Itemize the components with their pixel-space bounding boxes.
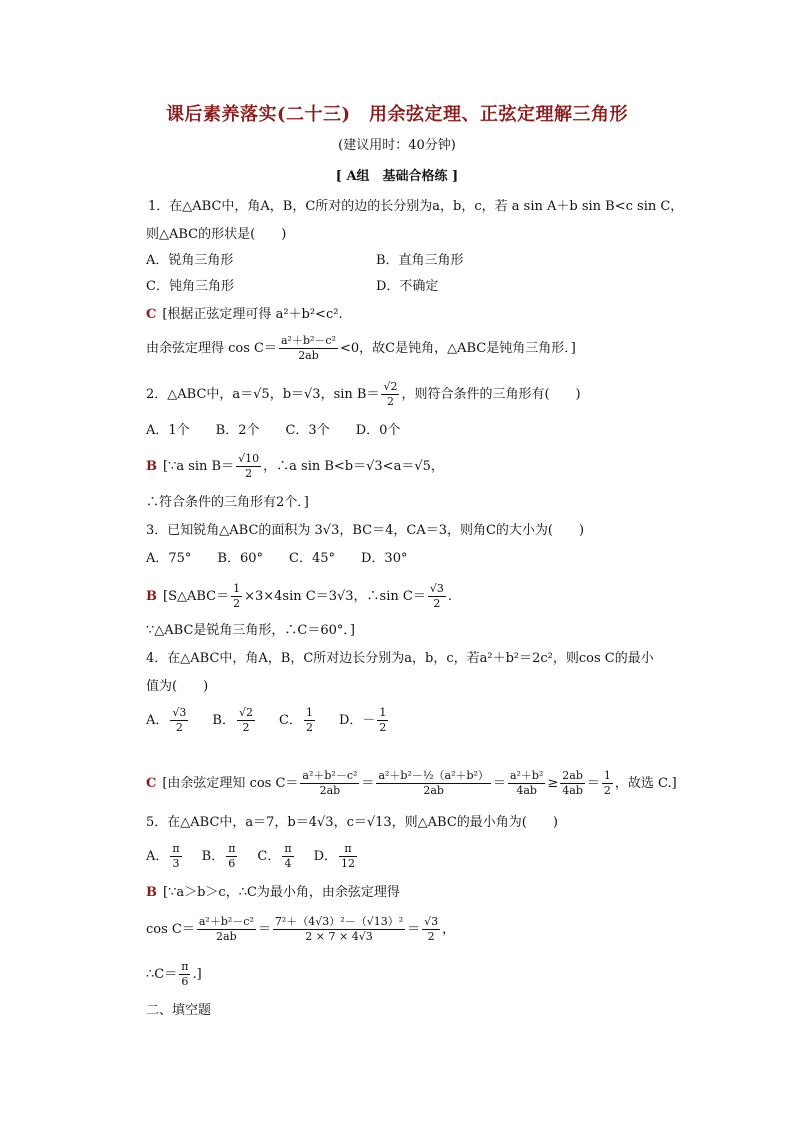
q2-options: A．1个 B．2个 C．3个 D．0个 (146, 423, 401, 438)
q1-stem-line1: 1．在△ABC中，角A，B，C所对的边的长分别为a，b，c，若 a sin A＋b sin B<c sin C， (148, 199, 684, 214)
document-title: 课后素养落实(二十三) 用余弦定理、正弦定理解三角形 (165, 104, 629, 125)
q1-option-c: C．钝角三角形 (146, 279, 234, 294)
q5-sol2-fraction2 (273, 915, 405, 944)
q5-stem: 5．在△ABC中，a＝7，b＝4√3，c＝√13，则△ABC的最小角为( ) (146, 815, 558, 830)
q2-sol-num: √10 (238, 452, 260, 465)
q1-sol2-num: a²＋b²－c² (281, 334, 336, 347)
q4-opt-b-num: √2 (238, 706, 253, 719)
q4-opt-d-fraction (377, 706, 388, 735)
section-heading-fill-in: 二、填空题 (146, 1003, 212, 1018)
q5-opt-c-num: π (284, 842, 292, 855)
q5-sol3-post: .] (192, 967, 202, 982)
q3-sol-num1: 1 (233, 582, 241, 595)
q5-sol3-fraction (179, 960, 190, 989)
q4-opt-a-label: A． (146, 713, 169, 728)
q5-opt-b-num: π (228, 842, 236, 855)
q4-opt-d-den: 2 (379, 721, 387, 734)
q5-sol2-f1-den: 2ab (216, 930, 237, 943)
q5-solution-line3 (146, 960, 202, 990)
q5-sol2-f2-den: 2 × 7 × 4√3 (305, 930, 373, 943)
q1-sol2-den: 2ab (298, 349, 319, 362)
q4-answer: C (146, 776, 157, 791)
q1-answer: C (146, 307, 157, 322)
q3-sol-den1: 2 (233, 597, 241, 610)
q5-sol-line1-text: [∵a＞b＞c，∴C为最小角，由余弦定理得 (163, 885, 400, 900)
q3-options: A．75° B．60° C．45° D．30° (146, 551, 408, 566)
q4-sol-pre: [由余弦定理知 cos C＝ (162, 776, 299, 791)
q4-opt-a-num: √3 (172, 706, 187, 719)
q5-sol3-den: 6 (181, 975, 189, 988)
q4-sol-fraction1 (300, 769, 359, 798)
q4-opt-b-label: B． (212, 713, 235, 728)
q2-stem-post: ，则符合条件的三角形有( ) (401, 387, 581, 402)
q5-opt-b-fraction (226, 842, 237, 871)
q4-solution: C [由余弦定理知 cos C＝ $\frac{\text{a²＋b²－c²}}{2ab}$ ＝ $\frac{\text{a²＋b²－½（a²＋b²）}}{2ab}$ ＝ $\frac{\text{a²＋b²}}{4ab}$ ≥ $\frac{2ab}{4ab}$ ＝ $\frac{1}{2}$ ，故选 C.] (146, 769, 677, 797)
q4-opt-b-fraction (237, 706, 255, 735)
q5-sol2-f3-den: 2 (427, 930, 435, 943)
q5-opt-d-fraction (339, 842, 357, 871)
q3-sol-fraction1 (231, 582, 242, 611)
q4-opt-d-num: 1 (379, 706, 387, 719)
q5-opt-d-den: 12 (341, 857, 356, 870)
q4-sol-post: ，故选 C.] (614, 776, 677, 791)
q4-sol-fraction5 (602, 769, 613, 798)
suggested-time: (建议用时：40分钟) (338, 138, 456, 153)
q4-opt-b-den: 2 (242, 721, 250, 734)
q2-sol-post: ，∴a sin B<b＝√3<a＝√5， (263, 459, 444, 474)
q5-sol2-f2-num: 7²＋（4√3）²－（√13）² (274, 915, 404, 928)
q4-stem-line1: 4．在△ABC中，角A，B，C所对边长分别为a，b，c，若a²＋b²＝2c²，则cos C的最小 (146, 651, 654, 666)
q3-sol-num2: √3 (429, 582, 444, 595)
q4-sol-f4-num: 2ab (562, 769, 583, 782)
q5-sol3-pre: ∴C＝ (146, 967, 178, 982)
q1-option-b: B．直角三角形 (376, 253, 464, 268)
q4-opt-c-fraction (304, 706, 315, 735)
q1-option-a: A．锐角三角形 (146, 253, 234, 268)
q4-sol-fraction3 (508, 769, 545, 798)
q1-sol2-fraction (279, 334, 338, 363)
q4-sol-f4-den: 4ab (562, 784, 583, 797)
q4-options (146, 706, 390, 736)
q4-sol-f5-den: 2 (603, 784, 611, 797)
q3-solution-line2: ∵△ABC是锐角三角形，∴C＝60°．] (146, 623, 355, 638)
q4-opt-a-den: 2 (175, 721, 183, 734)
q4-opt-c-label: C． (278, 713, 302, 728)
q1-sol2-post: <0，故C是钝角，△ABC是钝角三角形．] (340, 341, 576, 356)
q5-answer: B (146, 885, 157, 900)
group-heading: [ A组 基础合格练 ] (335, 169, 459, 184)
q5-opt-d-num: π (339, 842, 357, 857)
q4-sol-f3-den: 4ab (516, 784, 537, 797)
q3-sol-den2: 2 (433, 597, 441, 610)
q5-opt-a-num: π (172, 842, 180, 855)
q4-opt-c-num: 1 (305, 706, 313, 719)
q5-sol2-pre: cos C＝ (146, 922, 195, 937)
q4-sol-f3-num: a²＋b² (509, 769, 544, 782)
q4-sol-f2-den: 2ab (423, 784, 444, 797)
q1-solution-line1 (146, 306, 343, 324)
q3-answer: B (146, 589, 157, 604)
q3-sol-mid: ×3×4sin C＝3√3，∴sin C＝ (244, 589, 426, 604)
q5-sol2-f3-num: √3 (424, 915, 439, 928)
q4-sol-f1-den: 2ab (319, 784, 341, 797)
q4-sol-f5-num: 1 (603, 769, 611, 782)
q3-stem: 3．已知锐角△ABC的面积为 3√3，BC＝4，CA＝3，则角C的大小为( ) (146, 523, 585, 538)
q5-sol2-f1-num: a²＋b²－c² (198, 915, 254, 928)
q2-solution-line2: ∴符合条件的三角形有2个．] (146, 495, 309, 510)
q4-sol-fraction2 (376, 769, 491, 798)
q5-opt-b-label: B． (201, 849, 225, 864)
q1-stem-line2: 则△ABC的形状是( ) (146, 227, 287, 242)
q5-opt-c-fraction (282, 842, 293, 871)
q1-sol2-pre: 由余弦定理得 cos C＝ (146, 341, 277, 356)
q2-stem-den: 2 (386, 395, 394, 408)
q4-sol-f1-num: a²＋b²－c² (302, 769, 358, 782)
q1-option-d: D．不确定 (376, 279, 439, 294)
q5-sol3-num: π (181, 960, 189, 973)
q5-opt-c-label: C． (257, 849, 281, 864)
q5-sol2-post: ， (442, 922, 456, 937)
q3-sol-pre: [S△ABC＝ (163, 589, 230, 604)
q4-sol-fraction4 (560, 769, 585, 798)
q5-solution-line1 (146, 884, 400, 902)
q4-opt-a-fraction (170, 706, 188, 735)
q5-opt-b-den: 6 (228, 857, 236, 870)
q5-opt-a-fraction (170, 842, 181, 871)
q5-opt-d-label: D． (313, 849, 338, 864)
q2-answer: B (146, 459, 157, 474)
q2-stem-num: √2 (383, 380, 398, 393)
q3-sol-post: . (447, 589, 452, 604)
q2-sol-pre: [∵a sin B＝ (163, 459, 235, 474)
q4-opt-d-label: D．－ (338, 713, 376, 728)
q4-opt-c-den: 2 (305, 721, 313, 734)
q1-solution-line2 (146, 334, 576, 364)
q3-solution-line1 (146, 582, 452, 612)
q2-stem-fraction (381, 380, 399, 409)
q5-opt-a-label: A． (146, 849, 169, 864)
q2-solution-line1 (146, 452, 444, 482)
q1-solution-text1: [根据正弦定理可得 a²＋b²<c². (162, 307, 343, 322)
q5-sol2-fraction3 (422, 915, 440, 944)
q5-sol2-fraction1 (197, 915, 256, 944)
q5-options (146, 842, 359, 872)
q4-sol-f2-num: a²＋b²－½（a²＋b²） (378, 769, 489, 782)
q2-stem (146, 380, 581, 410)
q5-opt-c-den: 4 (284, 857, 292, 870)
q2-stem-pre: 2．△ABC中，a＝√5，b＝√3，sin B＝ (146, 387, 380, 402)
q5-solution-line2: cos C＝ $\frac{\text{a²＋b²－c²}}{2ab}$ ＝ $\frac{\text{7²＋（4√3）²－（√13）²}}{2 \times 7 \times 4√3}$ ＝ $\frac{√3}{2}$ ， (146, 915, 456, 943)
q2-sol-fraction (236, 452, 261, 481)
q4-stem-line2: 值为( ) (146, 679, 209, 694)
q5-opt-a-den: 3 (172, 857, 180, 870)
q2-sol-den: 2 (245, 467, 253, 480)
q3-sol-fraction2 (428, 582, 446, 611)
